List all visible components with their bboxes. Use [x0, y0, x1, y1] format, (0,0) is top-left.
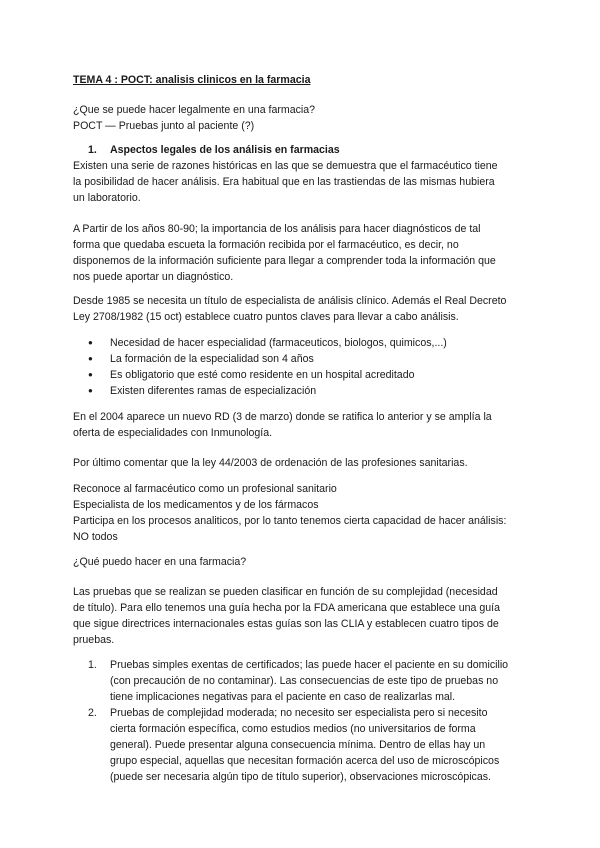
paragraph-line: Existen una serie de razones históricas en las que se demuestra que el farmacéutico tiene: [73, 160, 498, 172]
paragraph-line: Reconoce al farmacéutico como un profesional sanitario: [73, 483, 337, 495]
paragraph-line: oferta de especialidades con Inmunología.: [73, 427, 273, 439]
item-line: (con precaución de no contaminar). Las consecuencias de este tipo de pruebas no: [110, 675, 499, 687]
paragraph-line: En el 2004 aparece un nuevo RD (3 de marzo) donde se ratifica lo anterior y se amplía la: [73, 411, 492, 423]
intro-line: POCT — Pruebas junto al paciente (?): [73, 120, 255, 132]
item-number: 1.: [88, 659, 97, 671]
section-heading: [73, 142, 543, 158]
item-line: tiene implicaciones negativas para el paciente en caso de realizarlas mal.: [110, 691, 456, 703]
paragraph-line: Por último comentar que la ley 44/2003 de ordenación de las profesiones sanitarias.: [73, 457, 468, 469]
item-line: Pruebas de complejidad moderada; no necesito ser especialista pero si necesito: [110, 707, 488, 719]
paragraph-line: pruebas.: [73, 634, 115, 646]
paragraph: [73, 455, 543, 471]
section-number: 1.: [88, 144, 97, 156]
paragraph-line: forma que quedaba escueta la formación recibida por el farmacéutico, es decir, no: [73, 239, 459, 251]
paragraph-line: un laboratorio.: [73, 192, 141, 204]
paragraph-line: la posibilidad de hacer análisis. Era habitual que en las trastiendas de las mismas hubiera: [73, 176, 495, 188]
section-heading-text: Aspectos legales de los análisis en farmacias: [110, 144, 340, 156]
paragraph-line: de título). Para ello tenemos una guía hecha por la FDA americana que establece una guía: [73, 602, 500, 614]
paragraph-line: Las pruebas que se realizan se pueden clasificar en función de su complejidad (necesidad: [73, 586, 498, 598]
paragraph: [73, 409, 543, 441]
paragraph-line: nos puede aportar un diagnóstico.: [73, 271, 234, 283]
section-question: ¿Qué puedo hacer en una farmacia?: [73, 556, 247, 568]
bullet-item: ● La formación de la especialidad son 4 años: [73, 351, 543, 367]
item-line: (puede ser necesaria algún tipo de título superior), observaciones microscópicas.: [110, 771, 491, 783]
item-number: 2.: [88, 707, 97, 719]
paragraph: [73, 293, 543, 325]
paragraph-line: NO todos: [73, 531, 118, 543]
page-title: TEMA 4 : POCT: analisis clinicos en la farmacia: [73, 74, 311, 86]
paragraph-line: Desde 1985 se necesita un título de especialista de análisis clínico. Además el Real Decreto: [73, 295, 507, 307]
intro-block: [73, 102, 543, 134]
paragraph: [73, 584, 543, 648]
paragraph: [73, 221, 543, 285]
item-line: cierta formación específica, como estudios medios (no universitarios de forma: [110, 723, 476, 735]
paragraph-line: Participa en los procesos analiticos, por lo tanto tenemos cierta capacidad de hacer análisis:: [73, 515, 507, 527]
paragraph-line: Ley 2708/1982 (15 oct) establece cuatro puntos claves para llevar a cabo análisis.: [73, 311, 459, 323]
numbered-list: [73, 657, 543, 785]
paragraph-line: que sigue directrices internacionales estas guías son las CLIA y establecen cuatro tipos de: [73, 618, 499, 630]
paragraph-line: A Partir de los años 80-90; la importancia de los análisis para hacer diagnósticos de tal: [73, 223, 481, 235]
item-line: Pruebas simples exentas de certificados; las puede hacer el paciente en su domicilio: [110, 659, 509, 671]
numbered-item: [73, 705, 543, 785]
numbered-item: [73, 657, 543, 705]
bullet-item: ● Necesidad de hacer especialidad (farmaceuticos, biologos, quimicos,...): [73, 335, 543, 351]
item-line: grupo especial, aquellas que necesitan formación acerca del uso de microscópicos: [110, 755, 500, 767]
bullet-item: ● Existen diferentes ramas de especialización: [73, 383, 543, 399]
paragraph: [73, 481, 543, 545]
bullet-item: ● Es obligatorio que esté como residente en un hospital acreditado: [73, 367, 543, 383]
paragraph: [73, 158, 543, 206]
paragraph-line: Especialista de los medicamentos y de los fármacos: [73, 499, 319, 511]
paragraph-line: disponemos de la información suficiente para llegar a comprender toda la información que: [73, 255, 496, 267]
bullet-list: [73, 335, 543, 399]
item-line: general). Puede presentar alguna consecuencia mínima. Dentro de ellas hay un: [110, 739, 486, 751]
intro-line: ¿Que se puede hacer legalmente en una farmacia?: [73, 104, 316, 116]
